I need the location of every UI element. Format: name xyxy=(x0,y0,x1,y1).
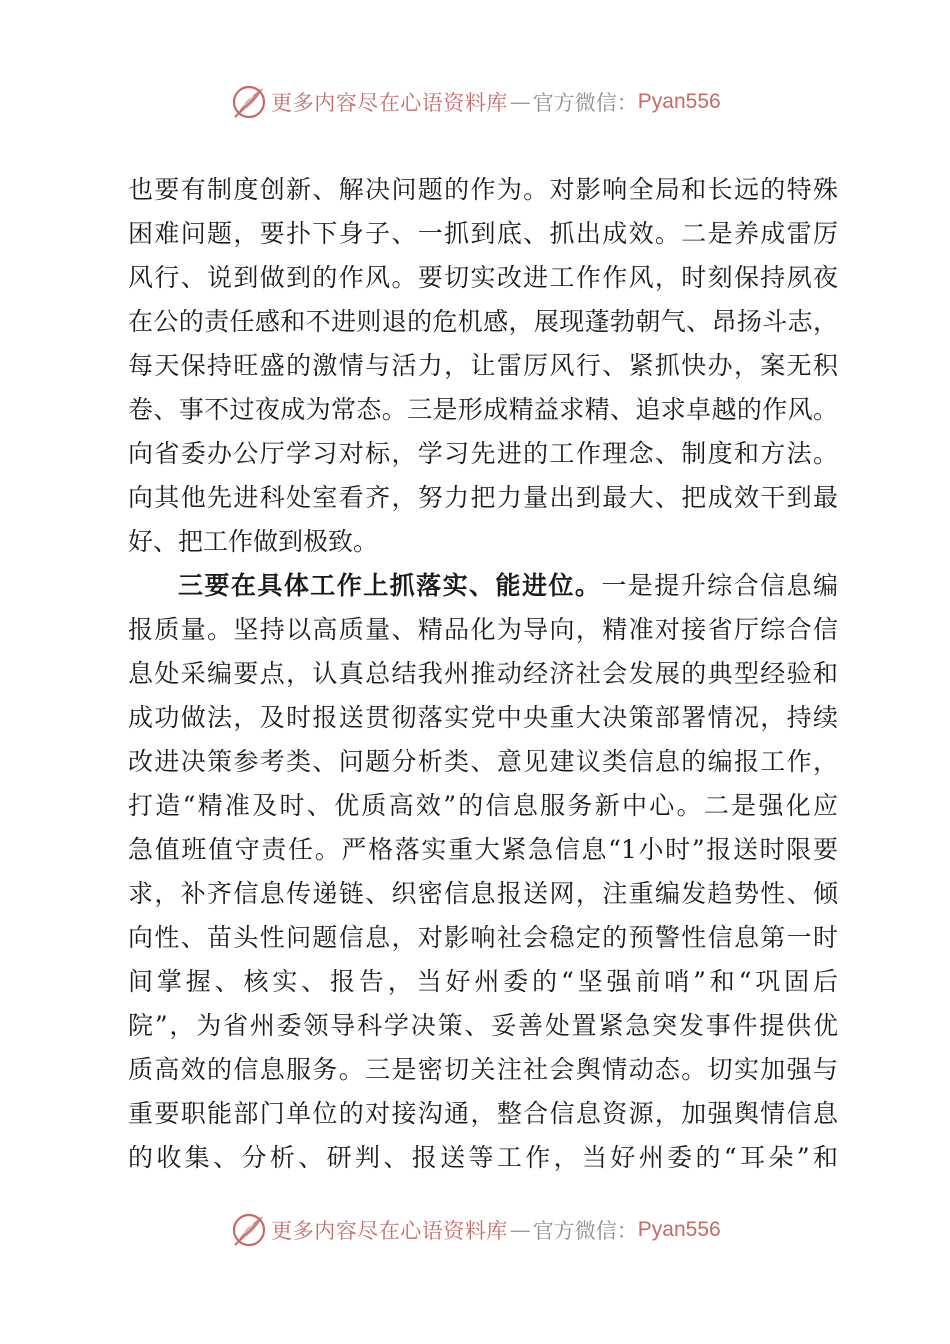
body-line: 重要职能部门单位的对接沟通，整合信息资源，加强舆情信息 xyxy=(128,1099,838,1128)
body-line: 急值班值守责任。严格落实重大紧急信息“1小时”报送时限要 xyxy=(128,835,838,864)
quill-logo-icon xyxy=(229,1210,269,1250)
body-line: 息处采编要点，认真总结我州推动经济社会发展的典型经验和 xyxy=(128,659,838,688)
footer-banner-text: 更多内容尽在心语资料库 xyxy=(271,1219,508,1243)
document-body xyxy=(128,168,838,1180)
body-line: 在公的责任感和不进则退的危机感，展现蓬勃朝气、昂扬斗志， xyxy=(128,307,838,336)
paragraph-heading-rest: 一是提升综合信息编 xyxy=(601,571,838,600)
paragraph-heading: 三要在具体工作上抓落实、能进位。 xyxy=(178,571,602,600)
footer-wechat-id: Pyan556 xyxy=(637,1218,721,1241)
body-line: 风行、说到做到的作风。要切实改进工作作风，时刻保持夙夜 xyxy=(128,263,838,292)
header-wechat-id: Pyan556 xyxy=(637,90,721,113)
body-line: 好、把工作做到极致。 xyxy=(128,527,379,556)
footer-banner xyxy=(0,1208,950,1252)
body-line: 间掌握、核实、报告，当好州委的“坚强前哨”和“巩固后 xyxy=(128,967,838,996)
body-line: 也要有制度创新、解决问题的作为。对影响全局和长远的特殊 xyxy=(128,175,838,204)
header-banner xyxy=(0,80,950,124)
footer-wechat-label: 官方微信： xyxy=(532,1219,638,1243)
footer-banner-separator: — xyxy=(509,1218,531,1242)
body-line: 求，补齐信息传递链、织密信息报送网，注重编发趋势性、倾 xyxy=(128,879,838,908)
quill-logo-icon xyxy=(229,82,269,122)
body-line: 报质量。坚持以高质量、精品化为导向，精准对接省厅综合信 xyxy=(128,615,838,644)
body-line: 困难问题，要扑下身子、一抓到底、抓出成效。二是养成雷厉 xyxy=(128,219,838,248)
header-wechat-label: 官方微信： xyxy=(532,91,638,115)
body-line: 卷、事不过夜成为常态。三是形成精益求精、追求卓越的作风。 xyxy=(128,395,838,424)
body-line: 成功做法，及时报送贯彻落实党中央重大决策部署情况，持续 xyxy=(128,703,838,732)
body-line: 每天保持旺盛的激情与活力，让雷厉风行、紧抓快办，案无积 xyxy=(128,351,838,380)
body-line: 改进决策参考类、问题分析类、意见建议类信息的编报工作， xyxy=(128,747,838,776)
paragraph-heading-line xyxy=(128,564,838,608)
header-banner-text: 更多内容尽在心语资料库 xyxy=(271,91,508,115)
body-line: 向其他先进科处室看齐，努力把力量出到最大、把成效干到最 xyxy=(128,483,838,512)
body-line: 的收集、分析、研判、报送等工作，当好州委的“耳朵”和 xyxy=(128,1143,838,1172)
body-line: 院”，为省州委领导科学决策、妥善处置紧急突发事件提供优 xyxy=(128,1011,838,1040)
body-line: 向省委办公厅学习对标，学习先进的工作理念、制度和方法。 xyxy=(128,439,838,468)
body-line: 打造“精准及时、优质高效”的信息服务新中心。二是强化应 xyxy=(128,791,838,820)
header-banner-separator: — xyxy=(509,90,531,114)
body-line: 向性、苗头性问题信息，对影响社会稳定的预警性信息第一时 xyxy=(128,923,838,952)
body-line: 质高效的信息服务。三是密切关注社会舆情动态。切实加强与 xyxy=(128,1055,838,1084)
